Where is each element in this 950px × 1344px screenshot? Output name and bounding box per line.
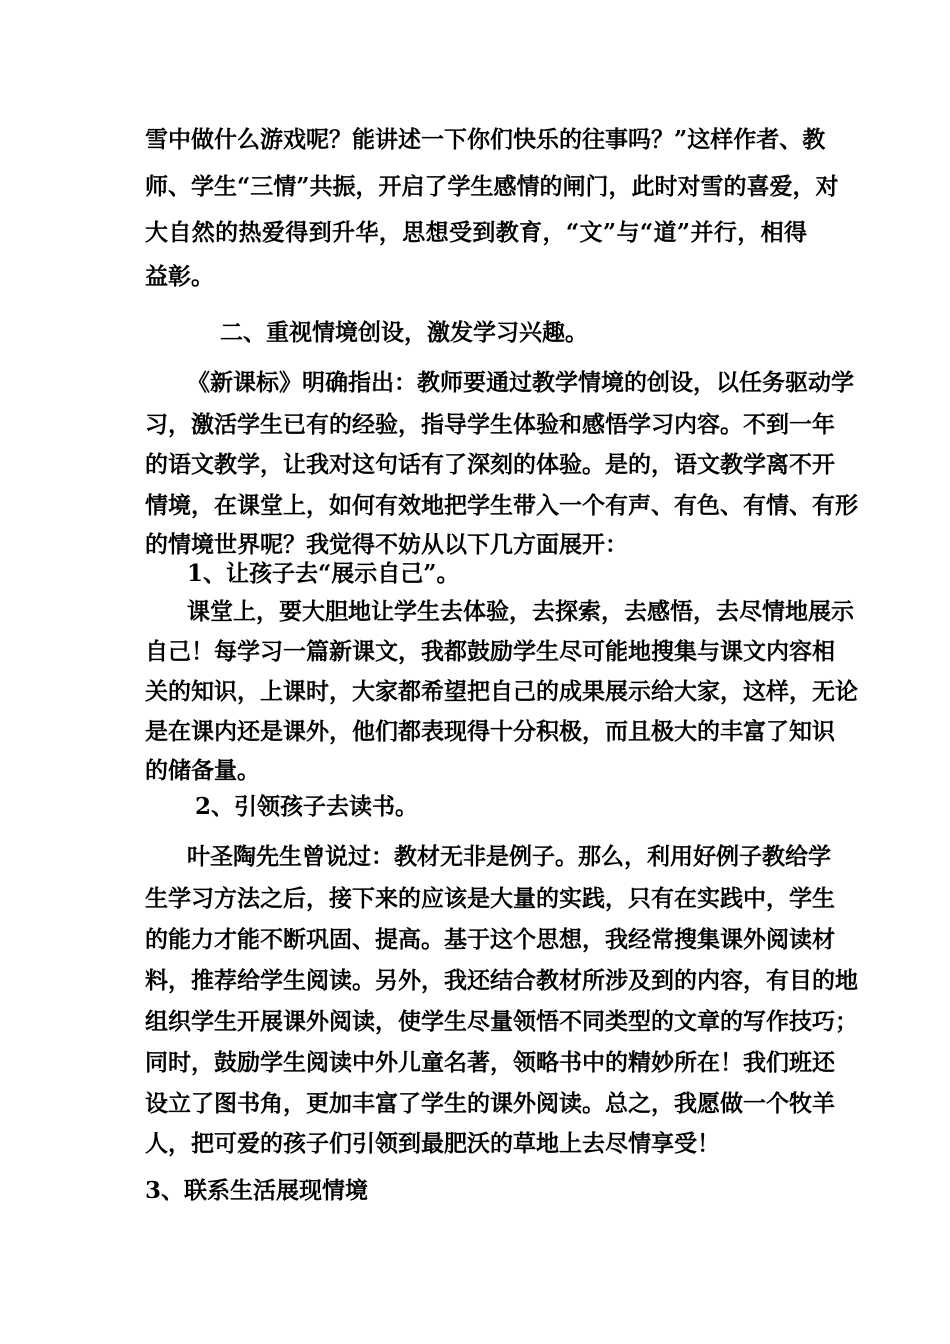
paragraph-line: 课堂上，要大胆地让学生去体验，去探索，去感悟，去尽情地展示 <box>187 598 854 625</box>
section-heading: 二、重视情境创设，激发学习兴趣。 <box>220 319 588 346</box>
subsection-heading: 3、联系生活展现情境 <box>145 1177 369 1204</box>
paragraph-line: 设立了图书角，更加丰富了学生的课外阅读。总之，我愿做一个牧羊 <box>145 1090 835 1117</box>
paragraph-line: 情境，在课堂上，如何有效地把学生带入一个有声、有色、有情、有形 <box>145 492 858 519</box>
paragraph-line: 叶圣陶先生曾说过：教材无非是例子。那么，利用好例子教给学 <box>187 843 831 870</box>
paragraph-line: 是在课内还是课外，他们都表现得十分积极，而且极大的丰富了知识 <box>145 718 835 745</box>
paragraph-line: 习，激活学生已有的经验，指导学生体验和感悟学习内容。不到一年 <box>145 411 835 438</box>
paragraph-line: 料，推荐给学生阅读。另外，我还结合教材所涉及到的内容，有目的地 <box>145 967 858 994</box>
paragraph-line: 人，把可爱的孩子们引领到最肥沃的草地上去尽情享受！ <box>145 1130 720 1157</box>
paragraph-line: 同时，鼓励学生阅读中外儿童名著，领略书中的精妙所在！我们班还 <box>145 1049 835 1076</box>
paragraph-line: 的情境世界呢？我觉得不妨从以下几方面展开： <box>145 531 628 558</box>
subsection-heading: 1、让孩子去“展示自己”。 <box>187 560 460 587</box>
paragraph-line: 生学习方法之后，接下来的应该是大量的实践，只有在实践中，学生 <box>145 885 835 912</box>
paragraph-line: 关的知识，上课时，大家都希望把自己的成果展示给大家，这样，无论 <box>145 678 858 705</box>
paragraph-line: 自己！每学习一篇新课文，我都鼓励学生尽可能地搜集与课文内容相 <box>145 638 835 665</box>
paragraph-line: 大自然的热爱得到升华，思想受到教育，“文”与“道”并行，相得 <box>145 219 807 246</box>
paragraph-line: 师、学生“三情”共振，开启了学生感情的闸门，此时对雪的喜爱，对 <box>145 173 839 200</box>
paragraph-line: 《新课标》明确指出：教师要通过教学情境的创设，以任务驱动学 <box>187 369 854 396</box>
paragraph-line: 雪中做什么游戏呢？能讲述一下你们快乐的往事吗？”这样作者、教 <box>145 126 826 153</box>
paragraph-line: 的储备量。 <box>145 757 260 784</box>
subsection-heading: 2、引领孩子去读书。 <box>195 793 419 820</box>
paragraph-line: 组织学生开展课外阅读，使学生尽量领悟不同类型的文章的写作技巧； <box>145 1008 858 1035</box>
paragraph-line: 益彰。 <box>145 263 214 290</box>
paragraph-line: 的语文教学，让我对这句话有了深刻的体验。是的，语文教学离不开 <box>145 451 835 478</box>
paragraph-line: 的能力才能不断巩固、提高。基于这个思想，我经常搜集课外阅读材 <box>145 926 835 953</box>
